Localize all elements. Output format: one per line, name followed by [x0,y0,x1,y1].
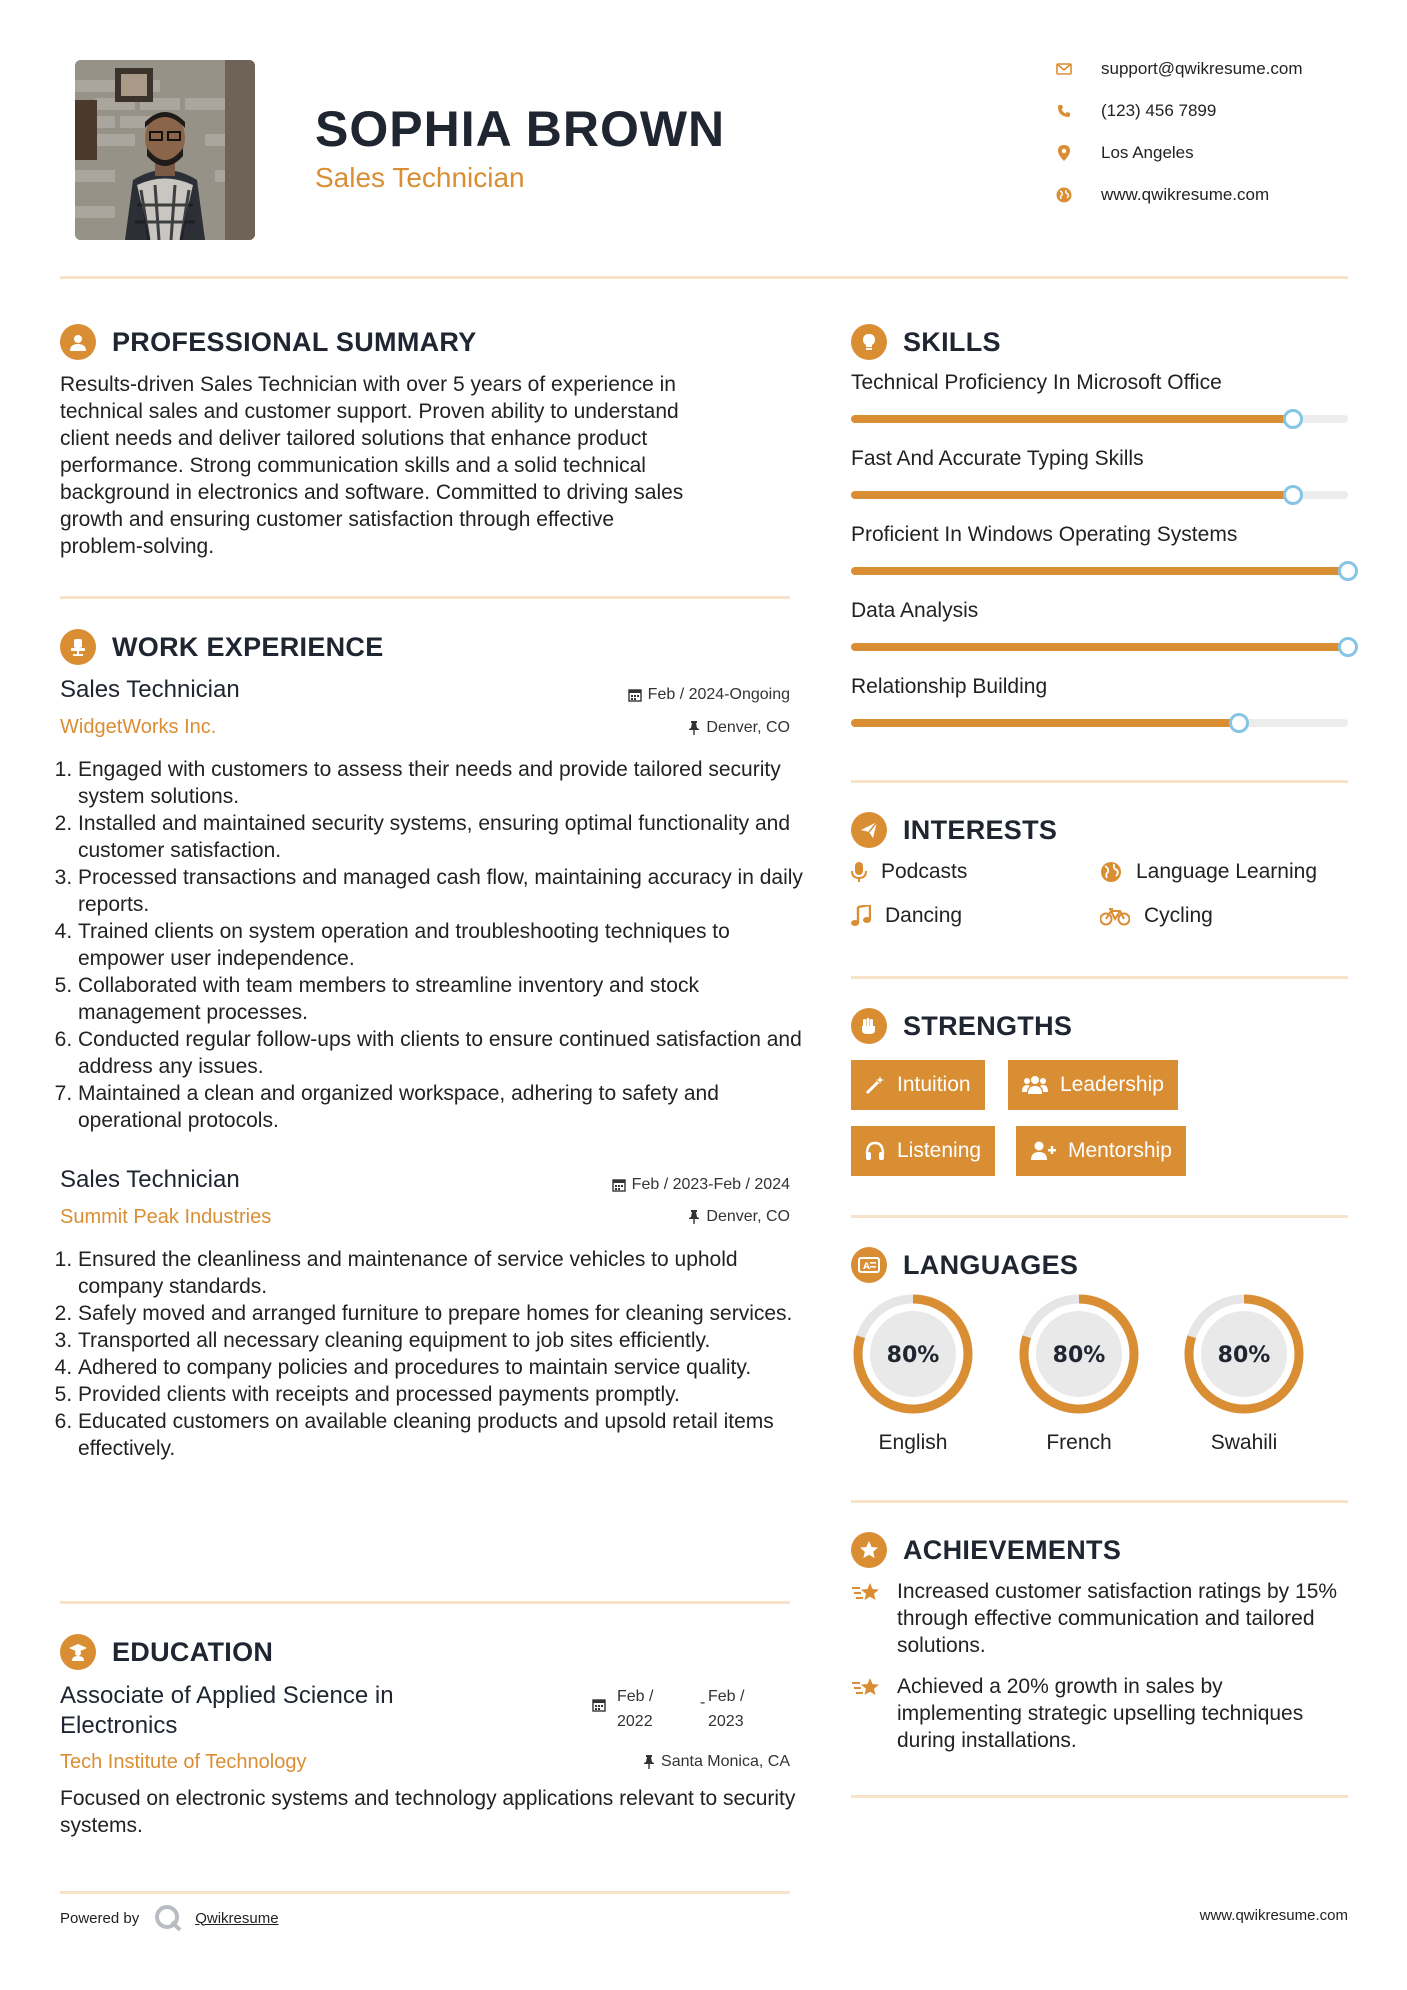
languages-divider [851,1500,1348,1503]
skill-level-track [851,491,1348,499]
job-2-location-text: Denver, CO [706,1208,790,1225]
contact-location-text: Los Angeles [1101,143,1194,162]
magic-wand-icon [865,1075,885,1095]
job-1-location [440,719,790,737]
skills-heading [851,324,1001,360]
candidate-name: SOPHIA BROWN [315,101,726,157]
language-card-icon [851,1247,887,1283]
contact-location [1055,143,1355,163]
strength-listening-label: Listening [897,1139,982,1162]
duty-item: 5. Provided clients with receipts and processed payments promptly. [78,1381,805,1408]
calendar-icon [628,688,642,702]
language-ring [851,1292,975,1416]
strength-leadership-label: Leadership [1060,1073,1164,1096]
job-2-title: Sales Technician [60,1166,240,1193]
duty-item: 2. Safely moved and arranged furniture to prepare homes for cleaning services. [78,1300,805,1327]
footer-brand-link[interactable]: Qwikresume [195,1909,279,1927]
skills-heading-text: SKILLS [903,326,1001,357]
achievement-1-text: Increased customer satisfaction ratings by 15% through effective communication and tailored solutions. [897,1580,1338,1657]
skill-level-track [851,643,1348,651]
interest-language-learning-label: Language Learning [1136,860,1318,883]
skill-level-knob [1229,713,1249,733]
summary-heading-text: PROFESSIONAL SUMMARY [112,326,477,357]
interest-dancing-label: Dancing [885,904,963,927]
experience-heading [60,629,384,665]
duty-item: 2. Installed and maintained security systems, ensuring optimal functionality and customer satisfaction. [78,810,805,864]
header-divider [60,276,1348,279]
group-icon [1022,1075,1048,1095]
achievement-2-text: Achieved a 20% growth in sales by implementing strategic upselling techniques during installations. [897,1675,1304,1752]
language-swahili [1182,1292,1306,1455]
language-percent: 80% [886,1343,940,1368]
summary-line: client needs and deliver tailored solutions that enhance product [60,427,648,450]
contact-phone[interactable] [1055,101,1355,121]
summary-line: problem-solving. [60,535,215,558]
skill-level-fill [851,567,1348,575]
summary-line: growth and ensuring customer satisfaction through effective [60,508,615,531]
achievements-heading [851,1532,1121,1568]
contact-email[interactable] [1055,59,1355,79]
job-2-duties [60,1246,805,1462]
language-ring [1182,1292,1306,1416]
job-1-company: WidgetWorks Inc. [60,716,217,738]
languages-heading-text: LANGUAGES [903,1249,1079,1280]
globe-icon [1055,186,1073,204]
language-percent: 80% [1217,1343,1271,1368]
calendar-icon [612,1178,626,1192]
headphones-icon [865,1141,885,1161]
shooting-star-icon [851,1580,883,1606]
job-2-location [440,1208,790,1226]
graduate-icon [60,1634,96,1670]
summary-line: technical sales and customer support. Proven ability to understand [60,400,679,423]
duty-item: 4. Adhered to company policies and procedures to maintain service quality. [78,1354,805,1381]
summary-text [60,371,800,560]
qwikresume-logo-icon [153,1903,183,1933]
summary-divider [60,596,790,599]
lightbulb-icon [851,324,887,360]
education-degree-line-1: Associate of Applied Science in [60,1682,394,1709]
job-2-date-text: Feb / 2023-Feb / 2024 [631,1176,790,1193]
duty-item: 3. Transported all necessary cleaning equipment to job sites efficiently. [78,1327,805,1354]
education-degree-line-2: Electronics [60,1712,178,1739]
achievement-1 [851,1578,1351,1659]
summary-line: background in electronics and software. Committed to driving sales [60,481,684,504]
bicycle-icon [1100,906,1130,926]
summary-heading [60,324,477,360]
contact-website-text: www.qwikresume.com [1101,185,1270,204]
strength-mentorship-label: Mentorship [1068,1139,1172,1162]
interest-cycling-label: Cycling [1144,904,1213,927]
strength-listening [851,1126,995,1176]
education-divider [60,1891,790,1894]
summary-line: Results-driven Sales Technician with over 5 years of experience in [60,373,676,396]
interests-heading [851,812,1057,848]
skill-label: Proficient In Windows Operating Systems [851,523,1238,546]
experience-divider [60,1601,790,1604]
language-name: French [1046,1431,1112,1454]
language-french [1017,1292,1141,1455]
interest-podcasts [851,860,967,884]
skill-label: Technical Proficiency In Microsoft Office [851,371,1222,394]
strength-intuition-label: Intuition [897,1073,971,1096]
language-percent: 80% [1052,1343,1106,1368]
candidate-title: Sales Technician [315,162,525,193]
interest-podcasts-label: Podcasts [881,860,968,883]
strength-leadership [1008,1060,1178,1110]
duty-item: 7. Maintained a clean and organized workspace, adhering to safety and operational protocols. [78,1080,805,1134]
achievements-divider [851,1795,1348,1798]
summary-line: performance. Strong communication skills and a solid technical [60,454,646,477]
education-start-year: 2022 [617,1713,653,1730]
achievement-2 [851,1673,1351,1754]
skill-level-knob [1338,637,1358,657]
skill-level-fill [851,643,1348,651]
skill-level-track [851,415,1348,423]
skill-level-knob [1283,485,1303,505]
experience-heading-text: WORK EXPERIENCE [112,631,384,662]
job-2-company: Summit Peak Industries [60,1206,272,1228]
job-1-title: Sales Technician [60,676,240,703]
language-ring [1017,1292,1141,1416]
education-degree [60,1681,394,1741]
calendar-icon [592,1698,606,1712]
footer-website[interactable]: www.qwikresume.com [1199,1907,1348,1924]
star-badge-icon [851,1532,887,1568]
map-pin-icon [1055,144,1073,162]
microphone-icon [851,861,867,883]
skill-level-fill [851,719,1239,727]
job-1-date [440,686,790,704]
interests-divider [851,976,1348,979]
job-1-location-text: Denver, CO [706,719,790,736]
duty-item: 3. Processed transactions and managed cash flow, maintaining accuracy in daily reports. [78,864,805,918]
duty-item: 6. Conducted regular follow-ups with clients to ensure continued satisfaction and address any issues. [78,1026,805,1080]
skill-level-fill [851,491,1293,499]
profile-photo-image [75,60,255,240]
interests-heading-text: INTERESTS [903,814,1058,845]
interest-language-learning [1100,860,1317,884]
pushpin-icon [643,1755,655,1769]
strengths-divider [851,1215,1348,1218]
fist-icon [851,1008,887,1044]
skill-label: Fast And Accurate Typing Skills [851,447,1144,470]
skill-level-knob [1283,409,1303,429]
paper-plane-icon [851,812,887,848]
user-plus-icon [1030,1141,1056,1161]
interest-dancing [851,904,962,928]
profile-photo [75,60,255,240]
job-2-date [440,1176,790,1194]
education-location-text: Santa Monica, CA [661,1753,790,1770]
job-1-date-text: Feb / 2024-Ongoing [647,686,790,703]
skill-level-track [851,719,1348,727]
strengths-heading-text: STRENGTHS [903,1010,1073,1041]
language-name: Swahili [1210,1431,1278,1454]
skill-level-track [851,567,1348,575]
languages-heading [851,1247,1078,1283]
contact-phone-text: (123) 456 7899 [1101,101,1217,120]
chair-icon [60,629,96,665]
footer-powered-by: Powered by [60,1909,140,1927]
contact-email-text: support@qwikresume.com [1101,59,1303,78]
education-heading [60,1634,273,1670]
strength-intuition [851,1060,985,1110]
strengths-heading [851,1008,1072,1044]
education-end-year: 2023 [708,1713,744,1730]
interest-cycling [1100,904,1213,928]
skill-level-knob [1338,561,1358,581]
skills-divider [851,780,1348,783]
duty-item: 1. Ensured the cleanliness and maintenance of service vehicles to uphold company standards. [78,1246,805,1300]
pushpin-icon [688,1210,700,1224]
footer-powered [60,1903,279,1933]
duty-item: 5. Collaborated with team members to streamline inventory and stock management processes. [78,972,805,1026]
svg-text:A: A [863,1262,871,1272]
education-description: Focused on electronic systems and technology applications relevant to security systems. [60,1787,796,1837]
skill-label: Relationship Building [851,675,1048,698]
education-school: Tech Institute of Technology [60,1751,307,1773]
achievements-heading-text: ACHIEVEMENTS [903,1534,1122,1565]
skill-label: Data Analysis [851,599,979,622]
duty-item: 6. Educated customers on available cleaning products and upsold retail items effectively. [78,1408,805,1462]
education-heading-text: EDUCATION [112,1636,274,1667]
shooting-star-icon [851,1675,883,1701]
education-end-date [708,1684,744,1734]
duty-item: 4. Trained clients on system operation and troubleshooting techniques to empower user independence. [78,918,805,972]
duty-item: 1. Engaged with customers to assess their needs and provide tailored security system solutions. [78,756,805,810]
education-start-month: Feb / [617,1688,654,1705]
music-note-icon [851,905,871,927]
user-icon [60,324,96,360]
education-location [440,1753,790,1771]
envelope-icon [1055,60,1073,78]
strength-mentorship [1016,1126,1186,1176]
language-name: English [878,1431,948,1454]
skill-level-fill [851,415,1293,423]
language-english [851,1292,975,1455]
contact-website[interactable] [1055,185,1355,205]
phone-icon [1055,102,1073,120]
globe-icon [1100,861,1122,883]
pushpin-icon [688,721,700,735]
job-1-duties [60,756,805,1134]
education-date-separator: - [700,1694,706,1711]
education-start-date [617,1684,653,1734]
education-end-month: Feb / [708,1688,745,1705]
